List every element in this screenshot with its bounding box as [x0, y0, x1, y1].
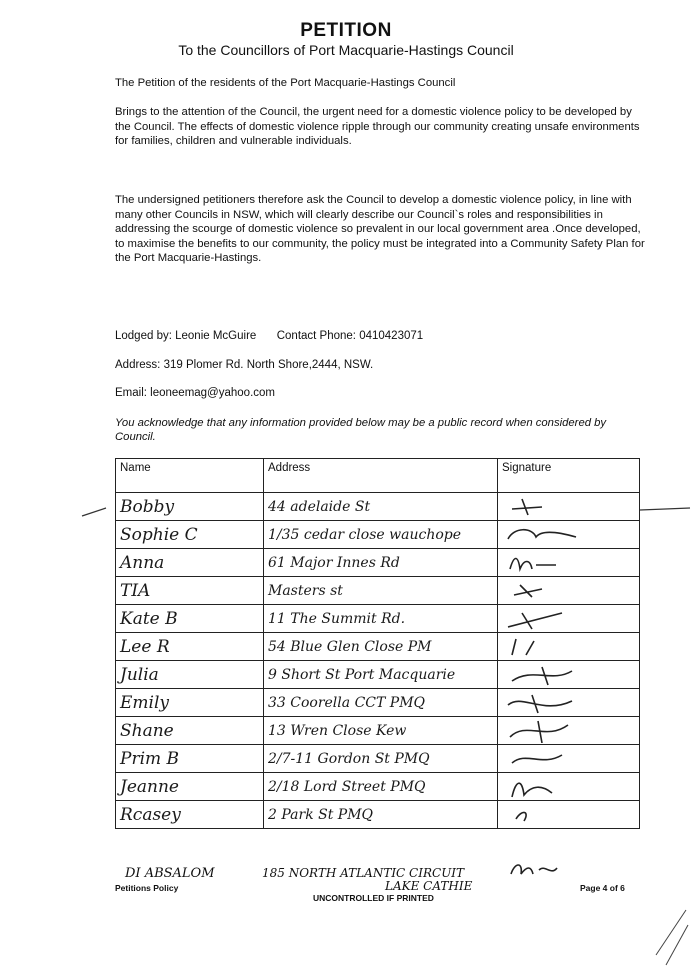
row-signature-cell — [498, 717, 640, 745]
row-address-cell: 33 Coorella CCT PMQ — [264, 689, 498, 717]
row-name-cell: Shane — [116, 717, 264, 745]
table-row — [116, 717, 640, 745]
lodged-by-value: Leonie McGuire — [175, 330, 257, 342]
row-name-cell: Prim B — [116, 745, 264, 773]
address-line — [115, 359, 373, 371]
table-row — [116, 633, 640, 661]
signature-table — [115, 458, 640, 829]
row-name-cell: Bobby — [116, 493, 264, 521]
table-row — [116, 493, 640, 521]
scan-margin-line — [640, 500, 692, 520]
email-value: leoneemag@yahoo.com — [150, 387, 275, 399]
phone-value: 0410423071 — [359, 330, 424, 342]
row-signature-cell — [498, 605, 640, 633]
row-name-cell: Kate B — [116, 605, 264, 633]
scan-margin-mark — [80, 502, 110, 522]
row-address-cell: 11 The Summit Rd. — [264, 605, 498, 633]
column-header-name: Name — [116, 459, 264, 493]
table-row — [116, 661, 640, 689]
table-row — [116, 549, 640, 577]
handwritten-signature — [502, 691, 592, 715]
row-name-cell: Rcasey — [116, 801, 264, 829]
row-address-cell: 54 Blue Glen Close PM — [264, 633, 498, 661]
column-header-signature: Signature — [498, 459, 640, 493]
acknowledgement-text: You acknowledge that any information provided below may be a public record when considered by Council. — [115, 417, 607, 443]
footer-policy-name: Petitions Policy — [115, 883, 179, 893]
lodged-by-line — [115, 330, 423, 342]
handwritten-signature — [502, 579, 592, 603]
handwritten-signature — [502, 551, 592, 575]
row-address-cell: Masters st — [264, 577, 498, 605]
handwritten-signature — [502, 775, 592, 799]
row-signature-cell — [498, 801, 640, 829]
table-row — [116, 801, 640, 829]
footer-uncontrolled-notice: UNCONTROLLED IF PRINTED — [313, 893, 434, 903]
handwritten-signature — [502, 607, 592, 631]
footer-page-number: Page 4 of 6 — [580, 883, 625, 893]
row-address-cell: 44 adelaide St — [264, 493, 498, 521]
row-signature-cell — [498, 577, 640, 605]
row-signature-cell — [498, 773, 640, 801]
table-header-row — [116, 459, 640, 493]
row-name-cell: Sophie C — [116, 521, 264, 549]
page-title: PETITION — [300, 20, 392, 41]
row-address-cell: 2/18 Lord Street PMQ — [264, 773, 498, 801]
row-signature-cell — [498, 493, 640, 521]
extra-entry-address-line-2: LAKE CATHIE — [385, 879, 473, 893]
body-paragraph-1: Brings to the attention of the Council, the urgent need for a domestic violence policy to be developed by the Council. The effects of domestic violence ripple through our community creating unsafe environments for families, children and vulnerable individuals. — [115, 106, 640, 147]
address-label: Address: — [115, 359, 161, 371]
row-address-cell: 61 Major Innes Rd — [264, 549, 498, 577]
row-address-cell: 2/7-11 Gordon St PMQ — [264, 745, 498, 773]
email-label: Email: — [115, 387, 147, 399]
row-signature-cell — [498, 549, 640, 577]
row-address-cell: 1/35 cedar close wauchope — [264, 521, 498, 549]
page-subtitle: To the Councillors of Port Macquarie-Hastings Council — [178, 42, 514, 58]
handwritten-signature — [502, 495, 592, 519]
handwritten-signature — [502, 803, 592, 827]
row-name-cell: Julia — [116, 661, 264, 689]
handwritten-signature — [502, 663, 592, 687]
handwritten-signature — [502, 523, 592, 547]
row-name-cell: Lee R — [116, 633, 264, 661]
table-row — [116, 773, 640, 801]
intro-text: The Petition of the residents of the Port Macquarie-Hastings Council — [115, 77, 456, 89]
body-paragraph-2: The undersigned petitioners therefore ask the Council to develop a domestic violence policy, in line with many other Councils in NSW, which will clearly describe our Council`s roles and responsibilities in addressing the scourge of domestic violence so prevalent in our local government area .Once developed, to maximise the benefits to our community, the policy must be integrated into a Community Safety Plan for the Port Macquarie-Hastings. — [115, 194, 645, 264]
row-signature-cell — [498, 521, 640, 549]
table-row — [116, 521, 640, 549]
phone-label: Contact Phone: — [276, 330, 356, 342]
row-name-cell: Emily — [116, 689, 264, 717]
row-address-cell: 13 Wren Close Kew — [264, 717, 498, 745]
scan-corner-mark — [636, 905, 692, 970]
lodged-by-label: Lodged by: — [115, 330, 172, 342]
extra-entry-address-line-1: 185 NORTH ATLANTIC CIRCUIT — [262, 866, 465, 880]
row-signature-cell — [498, 689, 640, 717]
table-row — [116, 577, 640, 605]
row-name-cell: Anna — [116, 549, 264, 577]
table-row — [116, 605, 640, 633]
row-address-cell: 9 Short St Port Macquarie — [264, 661, 498, 689]
handwritten-signature — [502, 635, 592, 659]
column-header-address: Address — [264, 459, 498, 493]
email-line — [115, 387, 275, 399]
table-row — [116, 689, 640, 717]
extra-entry-signature — [505, 856, 585, 882]
handwritten-signature — [502, 719, 592, 743]
row-address-cell: 2 Park St PMQ — [264, 801, 498, 829]
row-name-cell: Jeanne — [116, 773, 264, 801]
row-signature-cell — [498, 633, 640, 661]
table-row — [116, 745, 640, 773]
address-value: 319 Plomer Rd. North Shore,2444, NSW. — [163, 359, 374, 371]
row-name-cell: TIA — [116, 577, 264, 605]
row-signature-cell — [498, 745, 640, 773]
handwritten-signature — [502, 747, 592, 771]
row-signature-cell — [498, 661, 640, 689]
extra-entry-name: DI ABSALOM — [125, 866, 215, 881]
